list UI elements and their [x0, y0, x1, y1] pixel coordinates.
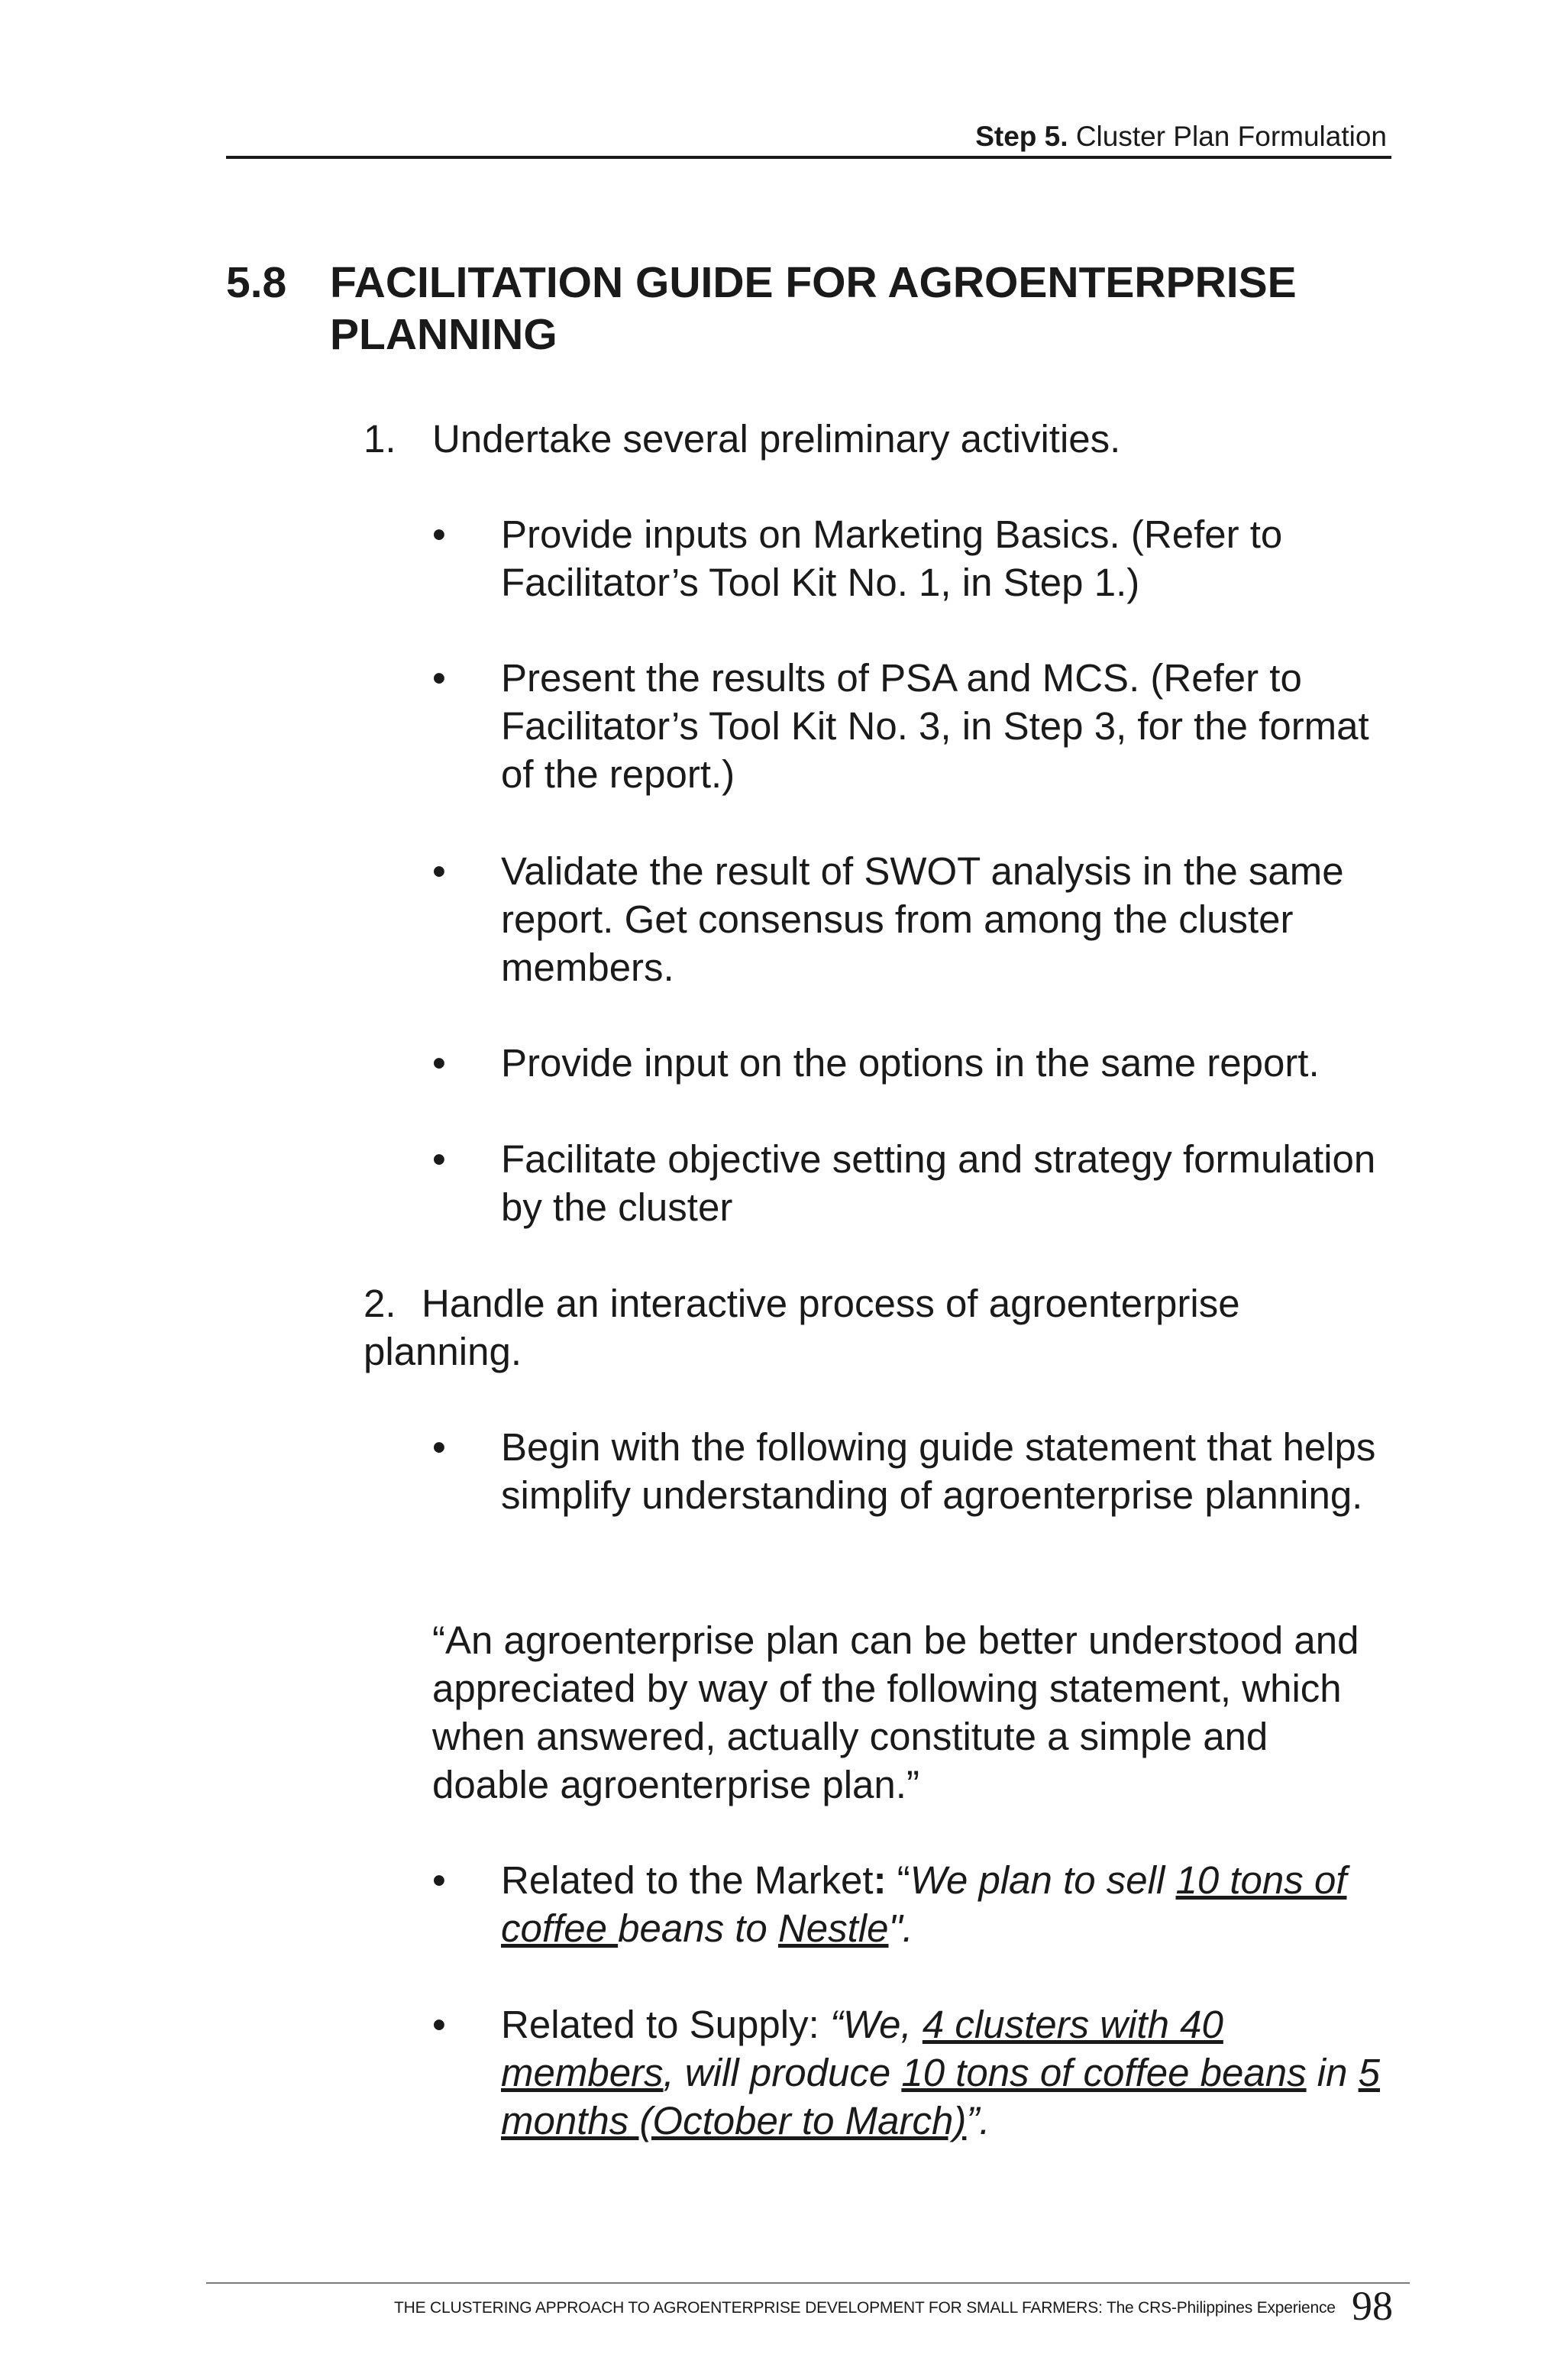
numbered-item-1 [364, 415, 1394, 463]
supply-phrase: ”. [966, 2099, 990, 2142]
supply-quantity: 10 tons of coffee beans [901, 2051, 1307, 2094]
page-number: 98 [1352, 2283, 1393, 2329]
footer-divider [206, 2282, 1410, 2284]
bullet-text: Validate the result of SWOT analysis in the same report. Get consensus from among the cluster members. [501, 849, 1344, 989]
step-label: Step 5. [975, 121, 1068, 152]
bullet-icon: • [432, 513, 446, 556]
supply-clusters: 4 clusters with 40 members [501, 2003, 1223, 2094]
market-phrase: beans to [618, 1906, 778, 1950]
bullet-icon: • [432, 1858, 446, 1902]
market-buyer: Nestle [777, 1906, 889, 1950]
footer-book-title: THE CLUSTERING APPROACH TO AGROENTERPRISE DEVELOPMENT FOR SMALL FARMERS: The CRS-Philippines Experience [394, 2299, 1336, 2317]
bullet-text: Facilitate objective setting and strategy formulation by the cluster [501, 1137, 1376, 1229]
bullet-item [432, 1423, 1394, 1519]
bullet-icon: • [432, 1137, 446, 1181]
numbered-item-2 [364, 1279, 1394, 1376]
bullet-text [432, 1856, 1394, 1952]
market-colon: : [873, 1858, 887, 1902]
supply-phrase: , will produce [663, 2051, 902, 2094]
bullet-item [432, 1039, 1394, 1087]
bullet-item [432, 1135, 1394, 1231]
supply-lead: Related to Supply: [501, 2003, 830, 2046]
market-quantity: 10 tons of coffee [501, 1858, 1347, 1950]
bullet-item [432, 510, 1394, 606]
bullet-item-market [432, 1856, 1394, 1952]
supply-phrase: “We, [829, 2003, 923, 2046]
bullet-item-supply [432, 2000, 1394, 2145]
running-header-label [975, 121, 1387, 153]
market-phrase: We plan to sell [910, 1858, 1176, 1902]
guide-quote: “An agroenterprise plan can be better understood and appreciated by way of the following statement, which when answered, actually constitute a simple and doable agroenterprise plan.” [432, 1618, 1359, 1806]
section-title: FACILITATION GUIDE FOR AGROENTERPRISE PLANNING [330, 258, 1297, 359]
bullet-icon: • [432, 2003, 446, 2046]
bullet-icon: • [432, 1425, 446, 1469]
bullet-text: Begin with the following guide statement that helps simplify understanding of agroenterprise planning. [501, 1425, 1376, 1517]
bullet-icon: • [432, 656, 446, 700]
supply-phrase: in [1306, 2051, 1359, 2094]
market-phrase: ". [888, 1906, 913, 1950]
bullet-icon: • [432, 849, 446, 893]
item-text: Undertake several preliminary activities. [432, 417, 1121, 461]
bullet-text: Provide input on the options in the same report. [501, 1041, 1320, 1085]
item-marker: 1. [364, 417, 396, 461]
market-open-quote: “ [886, 1858, 910, 1902]
bullet-text: Present the results of PSA and MCS. (Refer to Facilitator’s Tool Kit No. 3, in Step 3, for the format of the report.) [501, 656, 1369, 796]
bullet-text: Provide inputs on Marketing Basics. (Refer to Facilitator’s Tool Kit No. 1, in Step 1.) [501, 513, 1283, 604]
market-lead: Related to the Market [501, 1858, 874, 1902]
bullet-item [432, 847, 1394, 991]
bullet-text [432, 2000, 1394, 2145]
supply-period: 5 months (October to March) [501, 2051, 1381, 2142]
step-title: Cluster Plan Formulation [1075, 121, 1387, 152]
section-number: 5.8 [226, 258, 287, 307]
bullet-item [432, 654, 1394, 798]
item-marker: 2. [364, 1282, 396, 1325]
item-text: Handle an interactive process of agroenterprise planning. [364, 1282, 1240, 1373]
running-header [226, 119, 1391, 159]
bullet-icon: • [432, 1041, 446, 1085]
